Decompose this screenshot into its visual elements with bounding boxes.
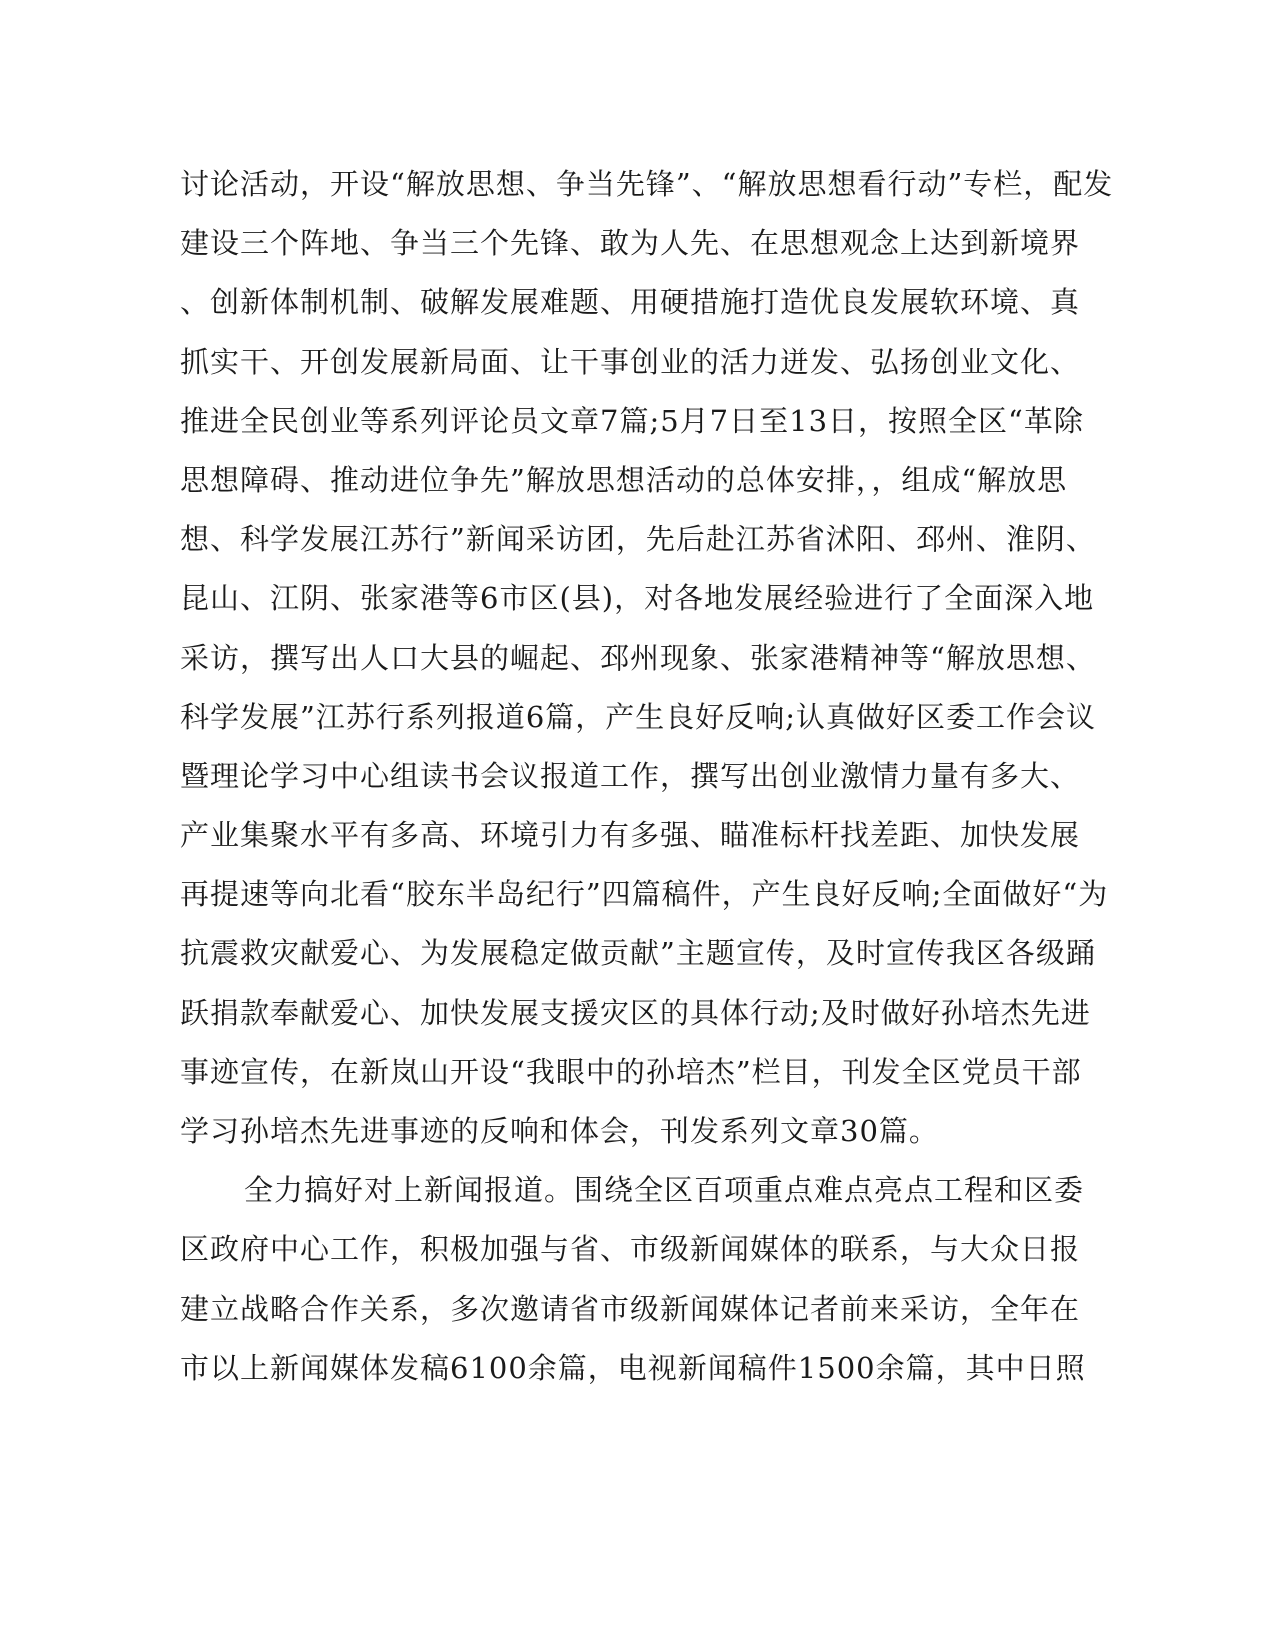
text-line: 建设三个阵地、争当三个先锋、敢为人先、在思想观念上达到新境界 [180, 226, 1081, 261]
text-line: 再提速等向北看“胶东半岛纪行”四篇稿件，产生良好反响;全面做好“为 [180, 877, 1109, 912]
text-line: 暨理论学习中心组读书会议报道工作，撰写出创业激情力量有多大、 [180, 758, 1081, 793]
text-line: 昆山、江阴、张家港等6市区(县)，对各地发展经验进行了全面深入地 [180, 581, 1095, 616]
text-line: 建立战略合作关系，多次邀请省市级新闻媒体记者前来采访，全年在 [180, 1291, 1081, 1326]
text-line: 学习孙培杰先进事迹的反响和体会，刊发系列文章30篇。 [180, 1114, 939, 1148]
paragraph-first-line: 全力搞好对上新闻报道。围绕全区百项重点难点亮点工程和区委 [244, 1173, 1085, 1208]
body-text [180, 155, 1114, 1398]
text-line: 区政府中心工作，积极加强与省、市级新闻媒体的联系，与大众日报 [180, 1232, 1081, 1267]
text-line: 产业集聚水平有多高、环境引力有多强、瞄准标杆找差距、加快发展 [180, 818, 1081, 853]
text-line: 采访，撰写出人口大县的崛起、邳州现象、张家港精神等“解放思想、 [180, 640, 1096, 675]
text-line: 抓实干、开创发展新局面、让干事创业的活力迸发、弘扬创业文化、 [180, 344, 1081, 379]
text-line: 推进全民创业等系列评论员文章7篇;5月7日至13日，按照全区“革除 [180, 403, 1084, 438]
text-line: 讨论活动，开设“解放思想、争当先锋”、“解放思想看行动”专栏，配发 [180, 167, 1114, 201]
text-line: 思想障碍、推动进位争先”解放思想活动的总体安排，，组成“解放思 [180, 462, 1068, 497]
text-line: 科学发展”江苏行系列报道6篇，产生良好反响;认真做好区委工作会议 [180, 699, 1097, 734]
text-line: 事迹宣传，在新岚山开设“我眼中的孙培杰”栏目，刊发全区党员干部 [180, 1054, 1082, 1089]
text-line: 市以上新闻媒体发稿6100余篇，电视新闻稿件1500余篇，其中日照 [180, 1350, 1086, 1385]
text-line: 想、科学发展江苏行”新闻采访团，先后赴江苏省沭阳、邳州、淮阴、 [180, 522, 1096, 557]
text-line: 抗震救灾献爱心、为发展稳定做贡献”主题宣传，及时宣传我区各级踊 [180, 936, 1096, 971]
text-line: 跃捐款奉献爱心、加快发展支援灾区的具体行动;及时做好孙培杰先进 [180, 995, 1091, 1030]
text-line: 、创新体制机制、破解发展难题、用硬措施打造优良发展软环境、真 [180, 285, 1081, 320]
